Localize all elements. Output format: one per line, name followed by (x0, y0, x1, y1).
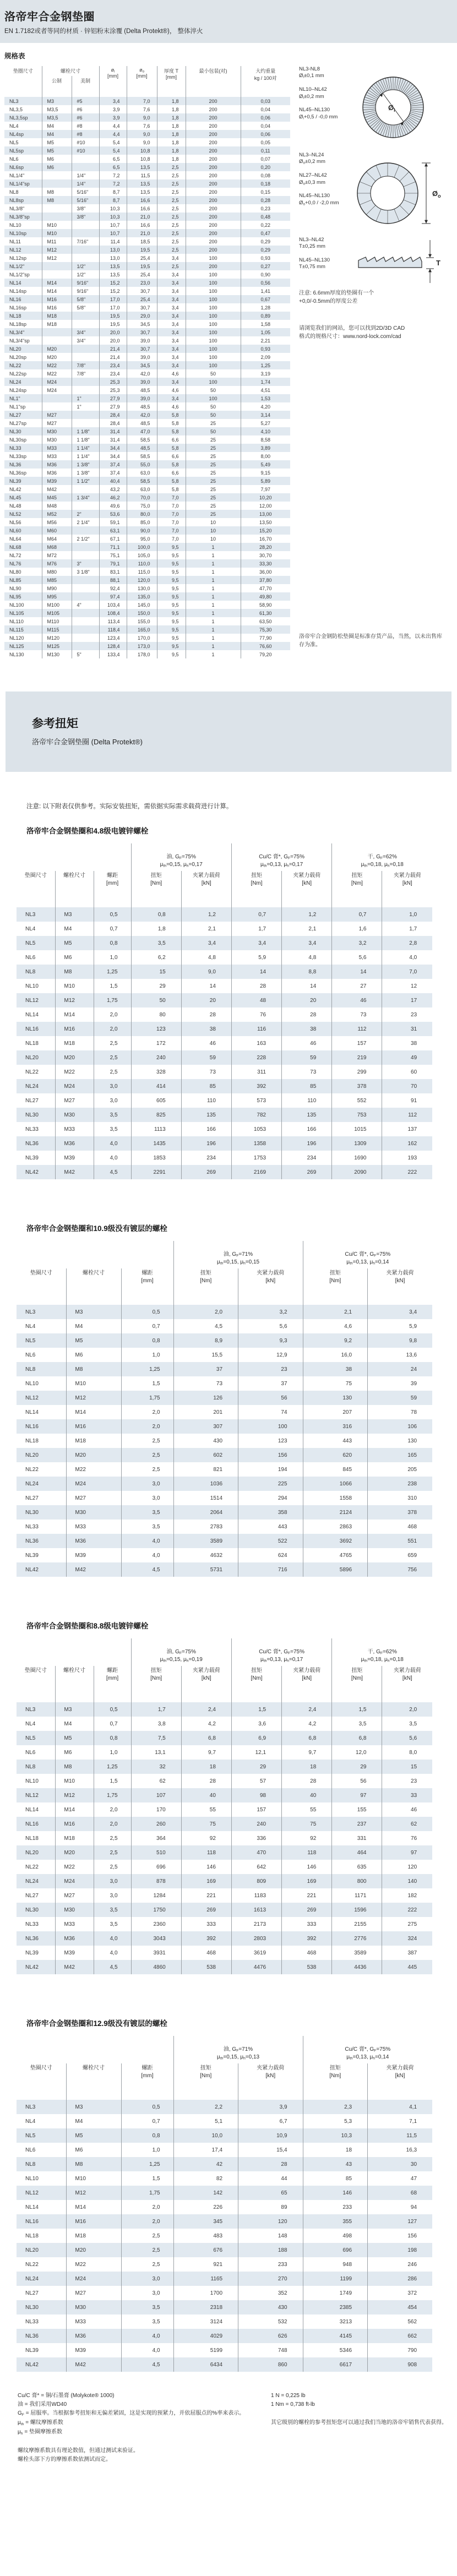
table-row: NL60 M60 63,1 90,0 7,0 10 15,20 (4, 526, 290, 535)
footer-line: 螺纹摩擦系数具有理论数值，但通过测试来验证。 (18, 2448, 139, 2454)
table-row: NL18sp M18 19,5 34,5 3,4 100 1,58 (4, 320, 290, 328)
table-row: NL20 M20 2,5 602 156 620 165 (17, 1448, 432, 1462)
column-header: 螺距 [mm] (94, 1666, 131, 1702)
table-row: NL3 M3 0,5 1,7 2,4 1,5 2,4 1,5 2,0 (17, 1702, 432, 1717)
table-row: NL72 M72 75,1 105,0 9,5 1 30,70 (4, 551, 290, 559)
column-header: 垫圈尺寸 (24, 1668, 47, 1674)
table-row: NL42 M42 4,5 6434 860 6617 908 (17, 2357, 432, 2372)
table-row: NL16 M16 2,0 345 120 355 127 (17, 2214, 432, 2229)
table-row: NL5 M5 0,8 3,5 3,4 3,4 3,4 3,2 2,8 (17, 936, 432, 950)
footer-line: Cu/C 膏* = 铜/石墨膏 (Molykote® 1000) (18, 2393, 115, 2399)
table-row: NL16 M16 2,0 260 75 240 75 237 62 (17, 1817, 432, 1831)
table-row: NL42 M42 4,5 5731 716 5896 756 (17, 1562, 432, 1577)
table-row: NL48 M48 49,6 75,0 7,0 25 12,00 (4, 502, 290, 510)
table-row: NL14sp M14 9/16" 15,2 30,7 3,4 100 1,41 (4, 287, 290, 295)
table-row: NL12 M12 1,75 142 65 146 68 (17, 2186, 432, 2200)
lubrication-group-header: 干, $G_F=62\%$ $\mu_{th}=0,18$, $\mu_h=0,18$ (332, 1638, 432, 1666)
table-row: NL39 M39 4,0 5199 748 5346 790 (17, 2343, 432, 2357)
tolerance-label: NL10–NL42 $Ø_i\pm 0,2$ mm (299, 86, 327, 100)
table-row: NL6sp M6 6,5 13,5 2,5 200 0,20 (4, 163, 290, 171)
lubrication-group-header: Cu/C 膏*, $G_F=75\%$ $\mu_{th}=0,13$, $\mu_h=0,14$ (303, 2036, 432, 2063)
table-row: NL33sp M33 1 1/4" 34,4 58,5 6,6 25 8,00 (4, 452, 290, 460)
column-header: 螺栓尺寸 (55, 871, 94, 907)
torque-section-subtitle: 洛帝牢合金钢垫圈 (Delta Protekt®) (32, 738, 143, 746)
table-row: NL33 M33 1 1/4" 34,4 48,5 5,8 25 3,89 (4, 444, 290, 452)
table-row: NL12 M12 13,0 19,5 2,5 200 0,29 (4, 246, 290, 254)
table-row: NL18 M18 2,5 430 123 443 130 (17, 1434, 432, 1448)
table-row: NL64 M64 2 1/2" 67,1 95,0 7,0 10 16,70 (4, 535, 290, 543)
table-row: NL115 M115 118,4 165,0 9,5 1 75,30 (4, 625, 290, 634)
torque-table-section (17, 1620, 457, 1974)
table-row: NL30 M30 3,5 825 135 782 135 753 112 (17, 1108, 432, 1122)
thickness-tolerance-note: 注意: 6.6mm厚度的垫圈有一个 +0,0/-0.5mm的厚度公差 (299, 290, 374, 304)
table-row: NL1/2" 1/2" 13,5 19,5 2,5 200 0,27 (4, 262, 290, 270)
footer-line: $\mu_h$ = 垫圈摩擦系数 (18, 2429, 62, 2436)
table-row: NL4 M4 0,7 1,8 2,1 1,7 2,1 1,6 1,7 (17, 922, 432, 936)
table-row: NL80 M80 3 1/8" 83,1 115,0 9,5 1 36,00 (4, 568, 290, 576)
column-header: 夹紧力载荷 [kN] (368, 1268, 433, 1305)
table-row: NL36 M36 4,0 4029 626 4145 662 (17, 2329, 432, 2343)
table-row: NL10sp M10 10,7 21,0 2,5 200 0,47 (4, 229, 290, 237)
footer (18, 2392, 457, 2477)
thickness-diagram-block (299, 237, 443, 284)
column-header: 扭矩 [Nm] (303, 1268, 368, 1305)
lubrication-group-header: 油, $G_F=71\%$ $\mu_{th}=0,15$, $\mu_h=0,13$ (173, 2036, 303, 2063)
table-row: NL10 M10 1,5 29 14 28 14 27 12 (17, 979, 432, 993)
footer-definitions (18, 2392, 249, 2464)
table-row: NL95 M95 97,4 135,0 9,5 1 49,80 (4, 592, 290, 601)
table-row: NL16 M16 5/8" 17,0 25,4 3,4 100 0,67 (4, 295, 290, 303)
column-header: 垫圈尺寸 (30, 1270, 52, 1276)
spec-title: 规格表 (4, 52, 25, 60)
table-row: NL27 M27 3,0 605 110 573 110 552 91 (17, 1093, 432, 1108)
table-row: NL100 M100 4" 103,4 145,0 9,5 1 58,90 (4, 601, 290, 609)
column-header: 螺栓尺寸 (66, 1268, 121, 1305)
table-row: NL6 M6 1,0 15,5 12,9 16,0 13,6 (17, 1348, 432, 1362)
table-row: NL27 M27 28,4 42,0 5,8 50 3,14 (4, 411, 290, 419)
torque-table-title: 洛帝牢合金钢垫圈和8.8级电镀锌螺栓 (26, 1622, 149, 1630)
table-row: NL4 M4 0,7 3,8 4,2 3,6 4,2 3,5 3,5 (17, 1717, 432, 1731)
table-row: NL33 M33 3,5 2783 443 2863 468 (17, 1520, 432, 1534)
footer-line: 螺栓头部下方的摩擦系数依测试而定。 (18, 2457, 111, 2463)
column-header: 夹紧力载荷 [kN] (382, 1666, 432, 1702)
table-row: NL10 M10 1,5 82 44 85 47 (17, 2171, 432, 2186)
torque-table-title: 洛帝牢合金钢垫圈和4.8级电镀锌螺栓 (26, 827, 149, 835)
table-row: NL130 M130 5" 133,4 178,0 9,5 1 79,20 (4, 650, 290, 658)
torque-table-section (17, 1222, 457, 1577)
page-title: 洛帝牢合金钢垫圈 (4, 11, 95, 23)
table-row: NL30 M30 3,5 1750 269 1613 269 1596 222 (17, 1903, 432, 1917)
spec-section (0, 43, 457, 658)
table-row: NL14 M14 2,0 226 89 233 94 (17, 2200, 432, 2214)
column-header: 扭矩 [Nm] (131, 871, 181, 907)
outer-diameter-diagram-block (299, 152, 445, 235)
table-row: NL1" 1" 27,9 39,0 3,4 100 1,53 (4, 394, 290, 402)
table-row: NL24 M24 25,3 39,0 3,4 100 1,74 (4, 378, 290, 386)
table-row: NL24 M24 3,0 1036 225 1066 238 (17, 1477, 432, 1491)
table-row: NL22sp M22 7/8" 23,4 42,0 4,6 50 3,19 (4, 369, 290, 378)
table-row: NL39 M39 4,0 1853 234 1753 234 1690 193 (17, 1151, 432, 1165)
table-row: NL10 M10 10,7 16,6 2,5 200 0,22 (4, 221, 290, 229)
tolerance-label: NL45–NL130 $Ø_o+0,0 / -2,0$ mm (299, 193, 339, 206)
torque-table-section (17, 2017, 457, 2372)
table-row: NL20 M20 21,4 30,7 3,4 100 0,93 (4, 345, 290, 353)
torque-section-title: 参考扭矩 (32, 717, 78, 730)
lubrication-group-header: 油, $G_F=75\%$ $\mu_{th}=0,15$, $\mu_h=0,19$ (131, 1638, 231, 1666)
table-row: NL18 M18 2,5 364 92 336 92 331 76 (17, 1831, 432, 1845)
table-row: NL8 M8 1,25 15 9,0 14 8,8 14 7,0 (17, 965, 432, 979)
table-row: NL24 M24 3,0 1165 270 1199 286 (17, 2272, 432, 2286)
table-row: NL1"sp 1" 27,9 48,5 4,6 50 4,20 (4, 402, 290, 411)
table-row: NL10 M10 1,5 62 28 57 28 56 23 (17, 1774, 432, 1788)
table-row: NL16sp M16 5/8" 17,0 30,7 3,4 100 1,28 (4, 303, 290, 312)
column-header: 扭矩 [Nm] (131, 1666, 181, 1702)
table-row: NL4 M4 0,7 4,5 5,6 4,6 5,9 (17, 1319, 432, 1333)
table-row: NL39 M39 4,0 3931 468 3619 468 3589 387 (17, 1946, 432, 1960)
svg-text:T: T (436, 259, 440, 267)
table-row: NL12sp M12 13,0 25,4 3,4 100 0,93 (4, 254, 290, 262)
column-header: 扭矩 [Nm] (303, 2063, 368, 2100)
table-row: NL18 M18 19,5 29,0 3,4 100 0,89 (4, 312, 290, 320)
table-row: NL3 M3 #5 3,4 7,0 1,8 200 0,03 (4, 97, 290, 105)
column-header: 螺距 [mm] (94, 871, 131, 907)
tolerance-label: NL3-NL8 $Ø_i\pm 0,1$ mm (299, 66, 324, 79)
table-row: NL8 M8 1,25 42 28 43 30 (17, 2157, 432, 2171)
table-row: NL6 M6 6,5 10,8 1,8 200 0,07 (4, 155, 290, 163)
table-row: NL6 M6 1,0 13,1 9,7 12,1 9,7 12,0 8,0 (17, 1745, 432, 1760)
lubrication-group-header: Cu/C 膏*, $G_F=75\%$ $\mu_{th}=0,13$, $\mu_h=0,17$ (231, 843, 331, 871)
table-row: NL18 M18 2,5 172 46 163 46 157 38 (17, 1036, 432, 1050)
col-header-pack: 最小包装(对) (186, 66, 241, 86)
table-row: NL27 M27 3,0 1514 294 1558 310 (17, 1491, 432, 1505)
footer-other-grades-note: 其它级别的螺栓的参考扭矩您可以通过我们当地的洛帝牢销售代表获得。 (271, 2420, 447, 2426)
table-row: NL27sp M27 28,4 48,5 5,8 25 5,27 (4, 419, 290, 427)
lubrication-group-header: 油, $G_F=75\%$ $\mu_{th}=0,15$, $\mu_h=0,17$ (131, 843, 231, 871)
washer-inner-diameter-icon (352, 66, 434, 149)
table-row: NL120 M120 123,4 170,0 9,5 1 77,90 (4, 634, 290, 642)
column-header: 夹紧力载荷 [kN] (238, 1268, 303, 1305)
table-row: NL3 M3 0,5 0,8 1,2 0,7 1,2 0,7 1,0 (17, 907, 432, 922)
table-row: NL22 M22 2,5 921 233 948 246 (17, 2257, 432, 2272)
table-row: NL52 M52 2" 53,6 80,0 7,0 25 13,00 (4, 510, 290, 518)
column-header: 扭矩 [Nm] (332, 871, 382, 907)
table-row: NL33 M33 3,5 1113 166 1053 166 1015 137 (17, 1122, 432, 1136)
svg-text:Øi: $Ø_i$ (388, 104, 395, 113)
footer-line: 1 Nm = 0,738 ft-lb (271, 2401, 315, 2408)
column-header: 扭矩 [Nm] (231, 1666, 281, 1702)
table-row: NL36 M36 4,0 3589 522 3692 551 (17, 1534, 432, 1548)
table-row: NL3/8"sp 3/8" 10,3 21,0 2,5 200 0,48 (4, 213, 290, 221)
table-row: NL5 M5 0,8 7,5 6,8 6,9 6,8 6,8 5,6 (17, 1731, 432, 1745)
washer-outer-diameter-icon (352, 152, 445, 235)
col-header-metric: 公制 (42, 76, 72, 86)
col-header-us: 美制 (72, 76, 99, 86)
footer-line: 油 = 我们采用WD40 (18, 2401, 67, 2408)
torque-table (17, 2036, 432, 2372)
table-row: NL30 M30 3,5 2318 430 2385 454 (17, 2300, 432, 2314)
table-row: NL4sp M4 #8 4,4 9,0 1,8 200 0,06 (4, 130, 290, 138)
table-row: NL42 M42 4,5 2291 269 2169 269 2090 222 (17, 1165, 432, 1179)
column-header: 夹紧力载荷 [kN] (368, 2063, 433, 2100)
table-row: NL30 M30 1 1/8" 31,4 47,0 5,8 50 4,10 (4, 427, 290, 435)
column-header: 螺栓尺寸 (66, 2063, 121, 2100)
lubrication-group-header: Cu/C 膏*, $G_F=75\%$ $\mu_{th}=0,13$, $\mu_h=0,17$ (231, 1638, 331, 1666)
torque-table-title: 洛帝牢合金钢垫圈和12.9级没有镀层的螺栓 (26, 2019, 167, 2028)
table-row: NL3,5sp M3,5 #6 3,9 9,0 1,8 200 0,06 (4, 113, 290, 122)
table-row: NL36 M36 1 3/8" 37,4 55,0 5,8 25 5,49 (4, 460, 290, 469)
torque-table (17, 1241, 432, 1577)
tolerance-label: NL27–NL42 $Ø_o\pm 0,3$ mm (299, 172, 327, 186)
table-row: NL24 M24 3,0 414 85 392 85 378 70 (17, 1079, 432, 1093)
lubrication-group-header: Cu/C 膏*, $G_F=75\%$ $\mu_{th}=0,13$, $\mu_h=0,14$ (303, 1241, 432, 1268)
table-row: NL27 M27 3,0 1700 352 1749 372 (17, 2286, 432, 2300)
table-row: NL76 M76 3" 79,1 110,0 9,5 1 33,30 (4, 559, 290, 568)
table-row: NL105 M105 108,4 150,0 9,5 1 61,30 (4, 609, 290, 617)
col-header-washer: 垫圈尺寸 (13, 68, 33, 74)
tolerance-label: NL3–NL42 T±0,25 mm (299, 237, 325, 250)
table-row: NL18 M18 2,5 483 148 498 156 (17, 2229, 432, 2243)
table-row: NL33 M33 3,5 3124 532 3213 562 (17, 2314, 432, 2329)
table-row: NL8 M8 1,25 32 18 29 18 29 15 (17, 1760, 432, 1774)
table-row: NL30 M30 3,5 2064 358 2124 378 (17, 1505, 432, 1520)
table-row: NL22 M22 2,5 696 146 642 146 635 120 (17, 1860, 432, 1874)
column-header: 扭矩 [Nm] (173, 2063, 238, 2100)
table-row: NL10 M10 1,5 73 37 75 39 (17, 1376, 432, 1391)
table-row: NL125 M125 128,4 173,0 9,5 1 76,60 (4, 642, 290, 650)
column-header: 夹紧力载荷 [kN] (181, 1666, 231, 1702)
column-header: 扭矩 [Nm] (332, 1666, 382, 1702)
table-row: NL3/8" 3/8" 10,3 16,6 2,5 200 0,23 (4, 204, 290, 213)
table-row: NL22 M22 2,5 821 194 845 205 (17, 1462, 432, 1477)
table-row: NL12 M12 1,75 107 40 98 40 97 33 (17, 1788, 432, 1802)
table-row: NL3 M3 0,5 2,0 3,2 2,1 3,4 (17, 1305, 432, 1319)
col-header-do: $ø_o$ [mm] (127, 66, 157, 86)
torque-table (17, 1638, 432, 1974)
table-row: NL22 M22 2,5 328 73 311 73 299 60 (17, 1065, 432, 1079)
table-row: NL90 M90 92,4 130,0 9,5 1 47,70 (4, 584, 290, 592)
table-row: NL4 M4 #8 4,4 7,6 1,8 200 0,04 (4, 122, 290, 130)
table-row: NL6 M6 1,0 17,4 15,4 18 16,3 (17, 2143, 432, 2157)
torque-note: 注意: 以下附表仅供参考。实际安装扭矩，需依据实际需求载荷进行计算。 (26, 803, 233, 810)
table-row: NL39 M39 4,0 4632 624 4765 659 (17, 1548, 432, 1562)
table-row: NL30sp M30 1 1/8" 31,4 58,5 6,6 25 8,58 (4, 435, 290, 444)
diagram-sidebar (295, 43, 457, 658)
table-row: NL42 M42 4,5 4860 538 4476 538 4436 445 (17, 1960, 432, 1974)
torque-table-title: 洛帝牢合金钢垫圈和10.9级没有镀层的螺栓 (26, 1224, 167, 1233)
torque-table-section (17, 825, 457, 1179)
footer-line: 1 N = 0,225 lb (271, 2393, 306, 2399)
table-row: NL27 M27 3,0 1284 221 1183 221 1171 182 (17, 1888, 432, 1903)
column-header: 扭矩 [Nm] (173, 1268, 238, 1305)
torque-tables (0, 825, 457, 2372)
page-header (0, 0, 457, 43)
table-row: NL68 M68 71,1 100,0 9,5 1 28,20 (4, 543, 290, 551)
table-row: NL36sp M36 1 3/8" 37,4 63,0 6,6 25 9,15 (4, 469, 290, 477)
washer-thickness-icon (352, 237, 443, 284)
column-header: 扭矩 [Nm] (231, 871, 281, 907)
table-row: NL8 M8 5/16" 8,7 13,5 2,5 200 0,15 (4, 188, 290, 196)
table-row: NL1/4" 1/4" 7,2 11,5 2,5 200 0,08 (4, 171, 290, 179)
table-row: NL6 M6 1,0 6,2 4,8 5,9 4,8 5,6 4,0 (17, 950, 432, 965)
table-row: NL36 M36 4,0 1435 196 1358 196 1309 162 (17, 1136, 432, 1151)
table-row: NL5sp M5 #10 5,4 10,8 1,8 200 0,11 (4, 146, 290, 155)
inner-diameter-diagram-block (299, 66, 434, 149)
torque-section-header (6, 691, 451, 772)
table-row: NL3/4"sp 3/4" 20,0 39,0 3,4 100 2,21 (4, 336, 290, 345)
table-row: NL85 M85 88,1 120,0 9,5 1 37,80 (4, 576, 290, 584)
table-row: NL22 M22 7/8" 23,4 34,5 3,4 100 1,25 (4, 361, 290, 369)
column-header: 夹紧力载荷 [kN] (282, 1666, 332, 1702)
col-header-t: 厚度 T [mm] (157, 66, 186, 86)
column-header: 垫圈尺寸 (24, 873, 47, 879)
table-row: NL20 M20 2,5 510 118 470 118 464 97 (17, 1845, 432, 1860)
tolerance-label: NL45–NL130 $Ø_i+0,5 / -0,0$ mm (299, 107, 338, 121)
table-row: NL42 M42 43,2 63,0 5,8 25 7,97 (4, 485, 290, 493)
lubrication-group-header: 油, $G_F=71\%$ $\mu_{th}=0,15$, $\mu_h=0,15$ (173, 1241, 303, 1268)
footer-line: $G_F$ = 屈服率。当根据参考扭矩和无偏差紧固，这是实现的预紧力，并依屈服点的%率来表示。 (18, 2410, 245, 2417)
column-header: 夹紧力载荷 [kN] (282, 871, 332, 907)
table-row: NL4 M4 0,7 5,1 6,7 5,3 7,1 (17, 2114, 432, 2128)
column-header: 螺距 [mm] (121, 1268, 173, 1305)
column-header: 夹紧力载荷 [kN] (181, 871, 231, 907)
table-row: NL11 M11 7/16" 11,4 18,5 2,5 200 0,29 (4, 237, 290, 246)
table-row: NL36 M36 4,0 3043 392 2803 392 2776 324 (17, 1931, 432, 1946)
column-header: 夹紧力载荷 [kN] (382, 871, 432, 907)
col-header-weight: 大约重量 kg / 100对 (241, 66, 290, 86)
table-row: NL12 M12 1,75 126 56 130 59 (17, 1391, 432, 1405)
table-row: NL1/4"sp 1/4" 7,2 13,5 2,5 200 0,18 (4, 179, 290, 188)
lubrication-group-header: 干, $G_F=62\%$ $\mu_{th}=0,18$, $\mu_h=0,18$ (332, 843, 432, 871)
table-row: NL1/2"sp 1/2" 13,5 25,4 3,4 100 0,90 (4, 270, 290, 279)
table-row: NL5 M5 0,8 10,0 10,9 10,3 11,5 (17, 2128, 432, 2143)
column-header: 螺距 [mm] (121, 2063, 173, 2100)
table-row: NL5 M5 0,8 8,9 9,3 9,2 9,8 (17, 1333, 432, 1348)
table-row: NL33 M33 3,5 2360 333 2173 333 2155 275 (17, 1917, 432, 1931)
table-row: NL8 M8 1,25 37 23 38 24 (17, 1362, 432, 1376)
table-row: NL3,5 M3,5 #6 3,9 7,6 1,8 200 0,04 (4, 105, 290, 113)
col-header-di: $ø_i$ [mm] (99, 66, 127, 86)
table-row: NL56 M56 2 1/4" 59,1 85,0 7,0 10 13,50 (4, 518, 290, 526)
table-row: NL24 M24 3,0 878 169 809 169 800 140 (17, 1874, 432, 1888)
footer-line: $\mu_{th}$ = 螺纹摩擦系数 (18, 2420, 63, 2426)
stock-note: 洛帝牢合金钢防松垫圈是标准存货产品，当然，以未出售库存为准。 (299, 634, 442, 648)
column-header: 垫圈尺寸 (30, 2065, 52, 2071)
svg-text:Øo: $Ø_o$ (432, 189, 441, 199)
table-row: NL8sp M8 5/16" 8,7 16,6 2,5 200 0,28 (4, 196, 290, 204)
tolerance-label: NL45–NL130 T±0,75 mm (299, 257, 330, 270)
table-row: NL14 M14 2,0 170 55 157 55 155 46 (17, 1802, 432, 1817)
cad-note: 请浏览我们的网站，您可以找到2D/3D CAD 格式的规格尺寸：www.nord-lock.com/cad (299, 325, 405, 340)
table-row: NL14 M14 2,0 201 74 207 78 (17, 1405, 432, 1419)
table-row: NL39 M39 1 1/2" 40,4 58,5 5,8 25 5,89 (4, 477, 290, 485)
table-row: NL24sp M24 25,3 48,5 4,6 50 4,51 (4, 386, 290, 394)
page-subtitle: EN 1.7182或者等同的材质 · 锌铝粉末涂覆 (Delta Protekt®)， 整体淬火 (4, 28, 203, 35)
table-row: NL5 M5 #10 5,4 9,0 1,8 200 0,05 (4, 138, 290, 146)
table-row: NL110 M110 113,4 155,0 9,5 1 63,50 (4, 617, 290, 625)
table-row: NL3/4" 3/4" 20,0 30,7 3,4 100 1,05 (4, 328, 290, 336)
torque-table (17, 843, 432, 1179)
spec-table (4, 66, 290, 658)
table-row: NL14 M14 2,0 80 28 76 28 73 23 (17, 1007, 432, 1022)
table-row: NL20sp M20 21,4 39,0 3,4 100 2,09 (4, 353, 290, 361)
footer-conversions (271, 2392, 453, 2464)
column-header: 螺栓尺寸 (55, 1666, 94, 1702)
table-row: NL20 M20 2,5 676 188 696 198 (17, 2243, 432, 2257)
table-row: NL20 M20 2,5 240 59 228 59 219 49 (17, 1050, 432, 1065)
table-row: NL12 M12 1,75 50 20 48 20 46 17 (17, 993, 432, 1007)
col-header-bolt: 螺栓尺寸 (42, 66, 99, 76)
table-row: NL14 M14 9/16" 15,2 23,0 3,4 100 0,56 (4, 279, 290, 287)
table-row: NL45 M45 1 3/4" 46,2 70,0 7,0 25 10,20 (4, 493, 290, 502)
tolerance-label: NL3–NL24 $Ø_o\pm 0,2$ mm (299, 152, 325, 165)
table-row: NL16 M16 2,0 123 38 116 38 112 31 (17, 1022, 432, 1036)
column-header: 夹紧力载荷 [kN] (238, 2063, 303, 2100)
table-row: NL3 M3 0,5 2,2 3,9 2,3 4,1 (17, 2100, 432, 2114)
table-row: NL16 M16 2,0 307 100 316 106 (17, 1419, 432, 1434)
